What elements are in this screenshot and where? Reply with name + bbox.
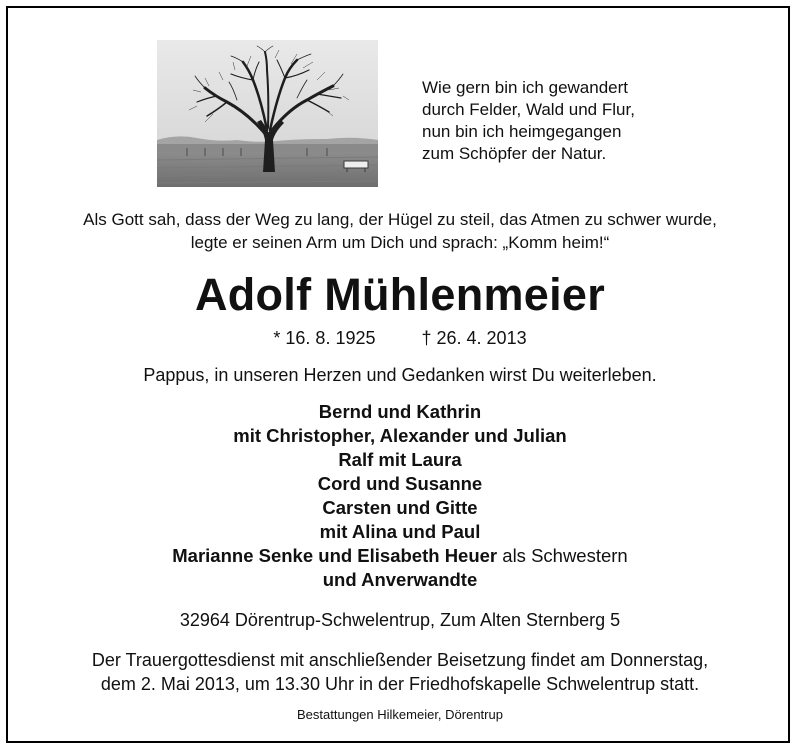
poem-line: nun bin ich heimgegangen — [422, 122, 622, 141]
poem-line: durch Felder, Wald und Flur, — [422, 100, 635, 119]
bare-tree-icon — [157, 40, 378, 187]
quote-line: Als Gott sah, dass der Weg zu lang, der Hügel zu steil, das Atmen zu schwer wurde, — [83, 210, 717, 229]
mourner-line: Ralf mit Laura — [338, 449, 462, 470]
birth-date: * 16. 8. 1925 — [273, 328, 376, 348]
mourner-line: Bernd und Kathrin — [318, 401, 482, 422]
service-line: dem 2. Mai 2013, um 13.30 Uhr in der Friedhofskapelle Schwelentrup statt. — [100, 674, 700, 694]
poem-line: Wie gern bin ich gewandert — [422, 78, 629, 97]
mourner-line: Cord und Susanne — [317, 473, 483, 494]
mourner-line: Carsten und Gitte — [322, 497, 478, 518]
mourners-list — [0, 400, 800, 592]
memorial-quote — [0, 208, 800, 254]
poem — [422, 77, 635, 165]
bare-tree-photo — [157, 40, 378, 187]
tagline: Pappus, in unseren Herzen und Gedanken wirst Du weiterleben. — [143, 365, 657, 385]
mourner-line: mit Christopher, Alexander und Julian — [233, 425, 567, 446]
mourner-line-sisters — [0, 544, 800, 568]
mourner-line: mit Alina und Paul — [319, 521, 481, 542]
service-line: Der Trauergottesdienst mit anschließender Beisetzung findet am Donnerstag, — [91, 650, 709, 670]
life-dates — [0, 326, 800, 350]
quote-line: legte er seinen Arm um Dich und sprach: „Komm heim!“ — [190, 233, 610, 252]
sisters-suffix: als Schwestern — [502, 545, 628, 566]
poem-line: zum Schöpfer der Natur. — [422, 144, 607, 163]
funeral-service-info — [0, 648, 800, 696]
family-address: 32964 Dörentrup-Schwelentrup, Zum Alten Sternberg 5 — [179, 610, 621, 630]
death-date: † 26. 4. 2013 — [421, 328, 527, 348]
mourner-line: und Anverwandte — [322, 569, 478, 590]
deceased-name: Adolf Mühlenmeier — [194, 269, 606, 320]
sisters-names: Marianne Senke und Elisabeth Heuer — [172, 545, 498, 566]
undertaker-credit: Bestattungen Hilkemeier, Dörentrup — [297, 707, 503, 722]
